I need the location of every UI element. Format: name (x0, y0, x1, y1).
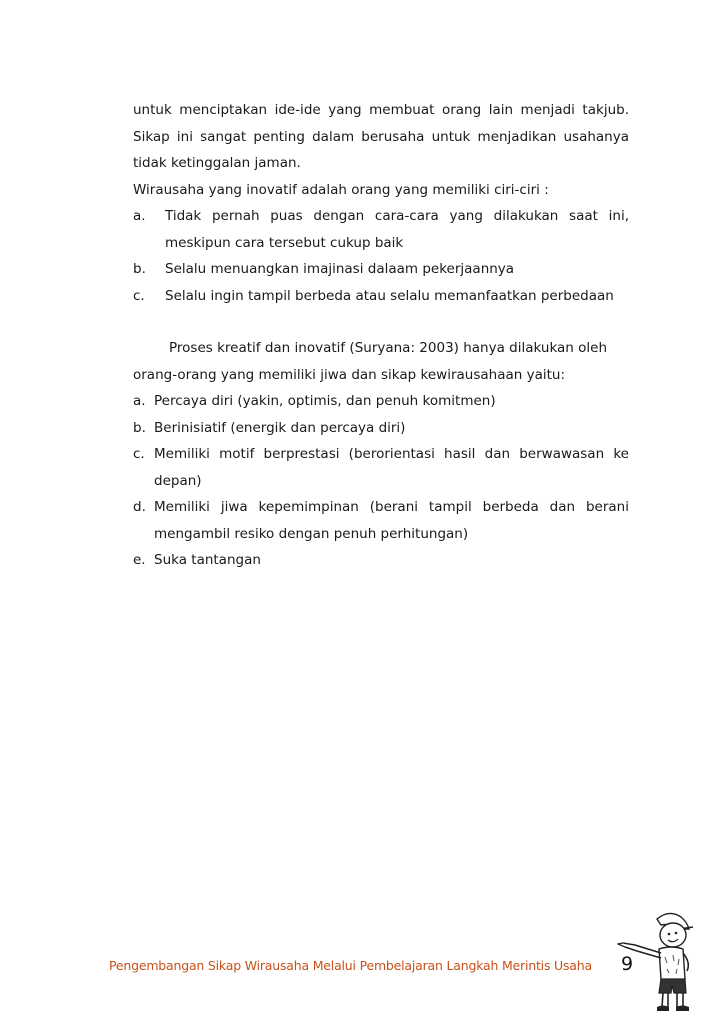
list-marker: c. (133, 287, 145, 304)
body-line: Proses kreatif dan inovatif (Suryana: 2003) hanya dilakukan oleh (169, 340, 608, 356)
list-item (133, 388, 629, 415)
list-item-text: Tidak pernah puas dengan cara-cara yang dilakukan saat ini, (165, 208, 629, 224)
list-item (133, 441, 629, 494)
list-item (133, 494, 629, 547)
list-marker: d. (133, 499, 146, 515)
list-item-text: Suka tantangan (154, 552, 261, 568)
list-item (133, 415, 629, 442)
list-item-text: Memiliki jiwa kepemimpinan (berani tampil berbeda dan berani (154, 499, 629, 515)
body-section-1 (133, 97, 629, 309)
list-item-text: mengambil resiko dengan penuh perhitungan) (154, 525, 469, 542)
list-item-text: Memiliki motif berprestasi (berorientasi hasil dan berwawasan ke (154, 446, 629, 462)
footer-title: Pengembangan Sikap Wirausaha Melalui Pembelajaran Langkah Merintis Usaha (109, 958, 592, 973)
body-line: Sikap ini sangat penting dalam berusaha untuk menjadikan usahanya (133, 128, 629, 145)
cartoon-boy-pointing-icon (617, 905, 697, 1017)
list-marker: b. (133, 419, 146, 436)
body-line: Wirausaha yang inovatif adalah orang yang memiliki ciri-ciri : (133, 181, 549, 198)
body-line: untuk menciptakan ide-ide yang membuat orang lain menjadi takjub. (133, 102, 629, 118)
list-item-text: Selalu menuangkan imajinasi dalaam pekerjaannya (165, 261, 515, 277)
page-number: 9 (621, 953, 634, 975)
list-marker: e. (133, 552, 146, 568)
body-section-2 (133, 335, 629, 574)
list-item (133, 547, 629, 574)
list-item-text: meskipun cara tersebut cukup baik (165, 234, 404, 251)
list-marker: b. (133, 261, 146, 277)
list-marker: a. (133, 393, 146, 409)
body-line: tidak ketinggalan jaman. (133, 155, 301, 171)
list-item (133, 256, 629, 283)
list-item (133, 203, 629, 256)
list-marker: c. (133, 446, 145, 462)
list-item (133, 283, 629, 310)
list-item-text: Selalu ingin tampil berbeda atau selalu memanfaatkan perbedaan (165, 287, 614, 304)
list-marker: a. (133, 208, 146, 224)
list-item-text: Percaya diri (yakin, optimis, dan penuh komitmen) (154, 393, 496, 409)
body-line: orang-orang yang memiliki jiwa dan sikap kewirausahaan yaitu: (133, 366, 565, 383)
list-item-text: Berinisiatif (energik dan percaya diri) (154, 419, 406, 436)
list-item-text: depan) (154, 472, 202, 489)
